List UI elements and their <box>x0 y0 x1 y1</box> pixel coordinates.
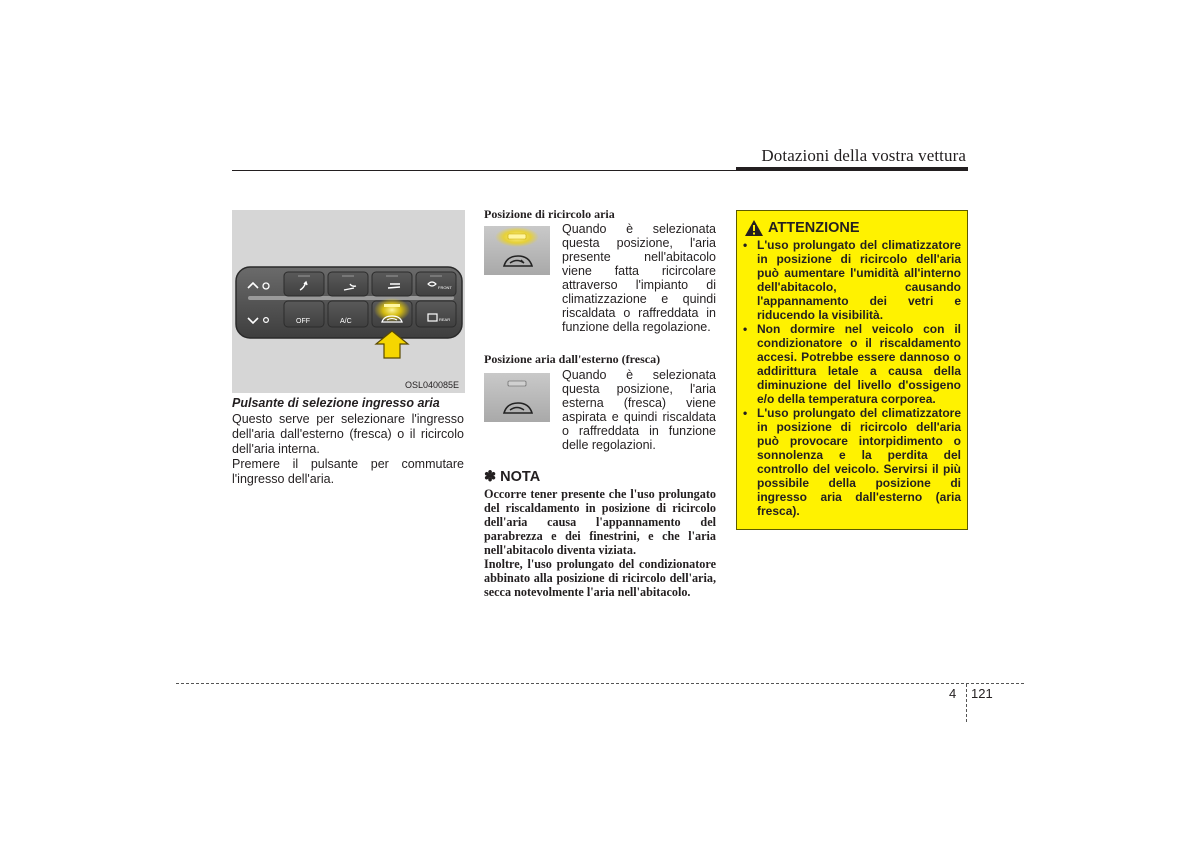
warning-item: • L'uso prolungato del climatizzatore in posizione di ricircolo dell'aria può provocare intorpidimento o sonnolenza e la perdita del controllo del veicolo. Servirsi il più possibile della posizione di ingresso aria dall'esterno (aria fresca). <box>743 406 961 518</box>
section-title: Dotazioni della vostra vettura <box>761 146 966 165</box>
fresh-air-heading: Posizione aria dall'esterno (fresca) <box>484 352 661 366</box>
fresh-air-description: Quando è selezionata questa posizione, l'aria esterna (fresca) viene aspirata e quindi riscaldata o raffreddata in funzione delle regolazioni. <box>562 368 716 452</box>
page-number: 121 <box>971 686 993 701</box>
warning-item: • L'uso prolungato del climatizzatore in posizione di ricircolo dell'aria può aumentare l'umidità all'interno dell'abitacolo, causando l'appannamento dei vetri e riducendo la visibilità. <box>743 238 961 322</box>
header-rule-accent <box>736 167 968 171</box>
fresh-air-icon <box>484 373 550 422</box>
note-body <box>484 487 716 599</box>
note-title: ✽ NOTA <box>484 469 541 485</box>
svg-text:A/C: A/C <box>340 318 352 325</box>
recirc-description: Quando è selezionata questa posizione, l'aria presente nell'abitacolo viene fatta ricircolare attraverso l'impianto di climatizzazione e quindi riscaldata o raffreddata in funzione della regolazione. <box>562 222 716 334</box>
figure-caption: Pulsante di selezione ingresso aria <box>232 396 440 410</box>
recirc-thumbnail <box>484 226 550 275</box>
intro-paragraph: Questo serve per selezionare l'ingresso dell'aria dall'esterno (fresca) o il ricircolo dell'aria interna. <box>232 412 464 456</box>
figure-code: OSL040085E <box>404 380 459 390</box>
note-paragraph: Occorre tener presente che l'uso prolungato del riscaldamento in posizione di ricircolo dell'aria causa l'appannamento del parabrezza e dei finestrini, e che l'aria nell'abitacolo diventa viziata. <box>484 487 716 557</box>
note-paragraph: Inoltre, l'uso prolungato del condizionatore abbinato alla posizione di ricircolo dell'aria, secca notevolmente l'aria nell'abitacolo. <box>484 557 716 599</box>
instruction-paragraph: Premere il pulsante per commutare l'ingresso dell'aria. <box>232 457 464 486</box>
climate-panel-figure <box>232 210 465 393</box>
svg-text:REAR: REAR <box>439 317 451 322</box>
svg-text:FRONT: FRONT <box>438 285 452 290</box>
warning-icon <box>744 218 764 238</box>
header-rule <box>232 170 736 171</box>
footer-divider <box>176 683 1024 684</box>
climate-panel-illustration <box>232 210 465 393</box>
chapter-number: 4 <box>949 686 957 701</box>
fresh-air-thumbnail <box>484 373 550 422</box>
svg-text:OFF: OFF <box>296 318 310 325</box>
warning-list <box>743 238 961 518</box>
warning-title: ATTENZIONE <box>768 220 860 236</box>
recirc-icon <box>484 226 550 275</box>
recirc-heading: Posizione di ricircolo aria <box>484 207 615 221</box>
footer-page-divider <box>966 684 967 722</box>
warning-item: • Non dormire nel veicolo con il condizionatore o il riscaldamento accesi. Potrebbe essere dannoso o addirittura letale a causa della diminuzione del livello d'ossigeno e/o della temperatura corporea. <box>743 322 961 406</box>
